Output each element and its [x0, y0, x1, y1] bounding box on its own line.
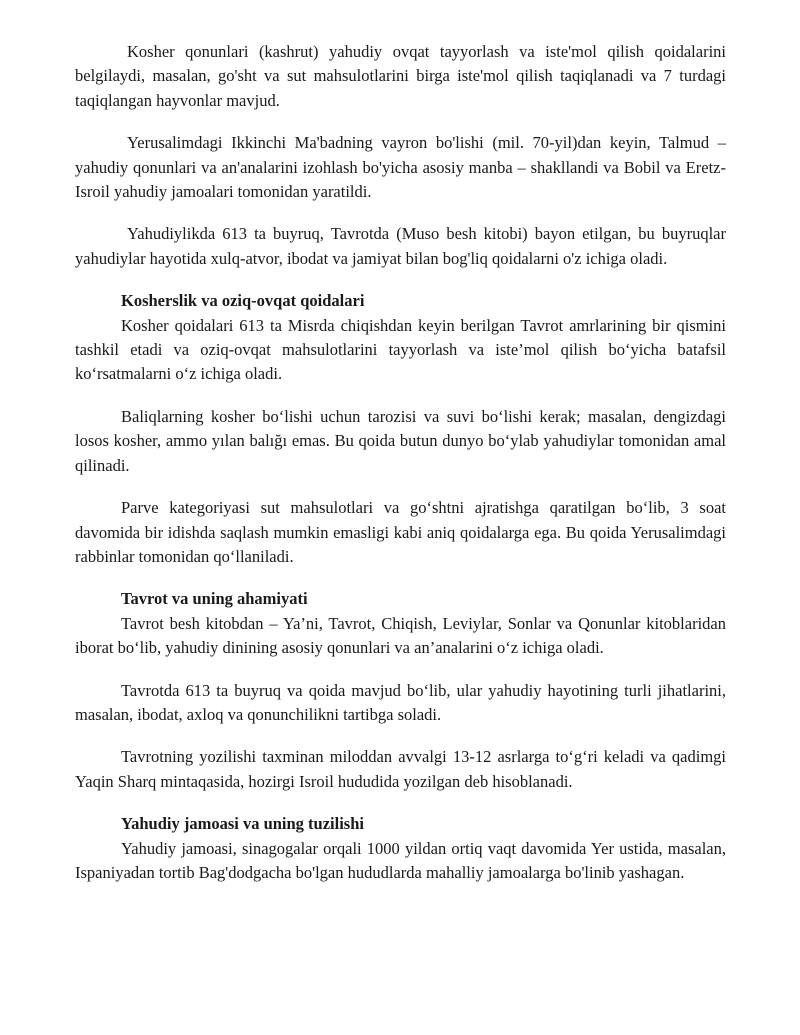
torah-paragraph-2: Tavrotda 613 ta buyruq va qoida mavjud bo‘lib, ular yahudiy hayotining turli jihatlarini, masalan, ibodat, axloq va qonunchilikni tartibga soladi.: [75, 680, 726, 724]
kosher-paragraph-3: Parve kategoriyasi sut mahsulotlari va go‘shtni ajratishga qaratilgan bo‘lib, 3 soat davomida bir idishda saqlash mumkin emasligi kabi aniq qoidalarga ega. Bu qoida Yerusalimdagi rabbinlar tomonidan qo‘llaniladi.: [75, 498, 726, 566]
document-page: [75, 40, 726, 903]
intro-paragraph-kosher-laws: Kosher qonunlari (kashrut) yahudiy ovqat tayyorlash va iste'mol qilish qoidalarini belgilaydi, masalan, go'sht va sut mahsulotlarini birga iste'mol qilish taqiqlanadi va 7 turdagi taqiqlangan hayvonlar mavjud.: [75, 42, 726, 110]
kosher-paragraph-2: Baliqlarning kosher bo‘lishi uchun tarozisi va suvi bo‘lishi kerak; masalan, dengizdagi losos kosher, ammo yılan balığı emas. Bu qoida butun dunyo bo‘ylab yahudiylar tomonidan amal qilinadi.: [75, 406, 726, 475]
section-heading-community: Yahudiy jamoasi va uning tuzilishi: [121, 814, 364, 834]
intro-paragraph-commandments: Yahudiylikda 613 ta buyruq, Tavrotda (Muso besh kitobi) bayon etilgan, bu buyruqlar yahudiylar hayotida xulq-atvor, ibodat va jamiyat bilan bog'liq qoidalarni o'z ichiga oladi.: [75, 224, 726, 268]
section-heading-torah: Tavrot va uning ahamiyati: [121, 589, 308, 609]
community-paragraph-1: Yahudiy jamoasi, sinagogalar orqali 1000 yildan ortiq vaqt davomida Yer ustida, masalan, Ispaniyadan tortib Bag'dodgacha bo'lgan hududlarda mahalliy jamoalarga bo'linib yashagan.: [75, 838, 726, 882]
intro-paragraph-talmud: Yerusalimdagi Ikkinchi Ma'badning vayron bo'lishi (mil. 70-yil)dan keyin, Talmud – yahudiy qonunlari va an'analarini izohlash bo'yicha asosiy manba – shakllandi va Bobil va Eretz-Isroil yahudiy jamoalari tomonidan yaratildi.: [75, 133, 726, 202]
torah-paragraph-3: Tavrotning yozilishi taxminan miloddan avvalgi 13-12 asrlarga to‘g‘ri keladi va qadimgi Yaqin Sharq mintaqasida, hozirgi Isroil hududida yozilgan deb hisoblanadi.: [75, 747, 726, 791]
section-heading-kosher: Kosherslik va oziq-ovqat qoidalari: [121, 291, 365, 311]
torah-paragraph-1: Tavrot besh kitobdan – Ya’ni, Tavrot, Chiqish, Leviylar, Sonlar va Qonunlar kitoblaridan iborat bo‘lib, yahudiy dinining asosiy qonunlari va an’analarini o‘z ichiga oladi.: [75, 613, 726, 658]
kosher-paragraph-1: Kosher qoidalari 613 ta Misrda chiqishdan keyin berilgan Tavrot amrlarining bir qismini tashkil etadi va oziq-ovqat mahsulotlarini tayyorlash va iste’mol qilish bo‘yicha batafsil ko‘rsatmalarni o‘z ichiga oladi.: [75, 315, 726, 384]
